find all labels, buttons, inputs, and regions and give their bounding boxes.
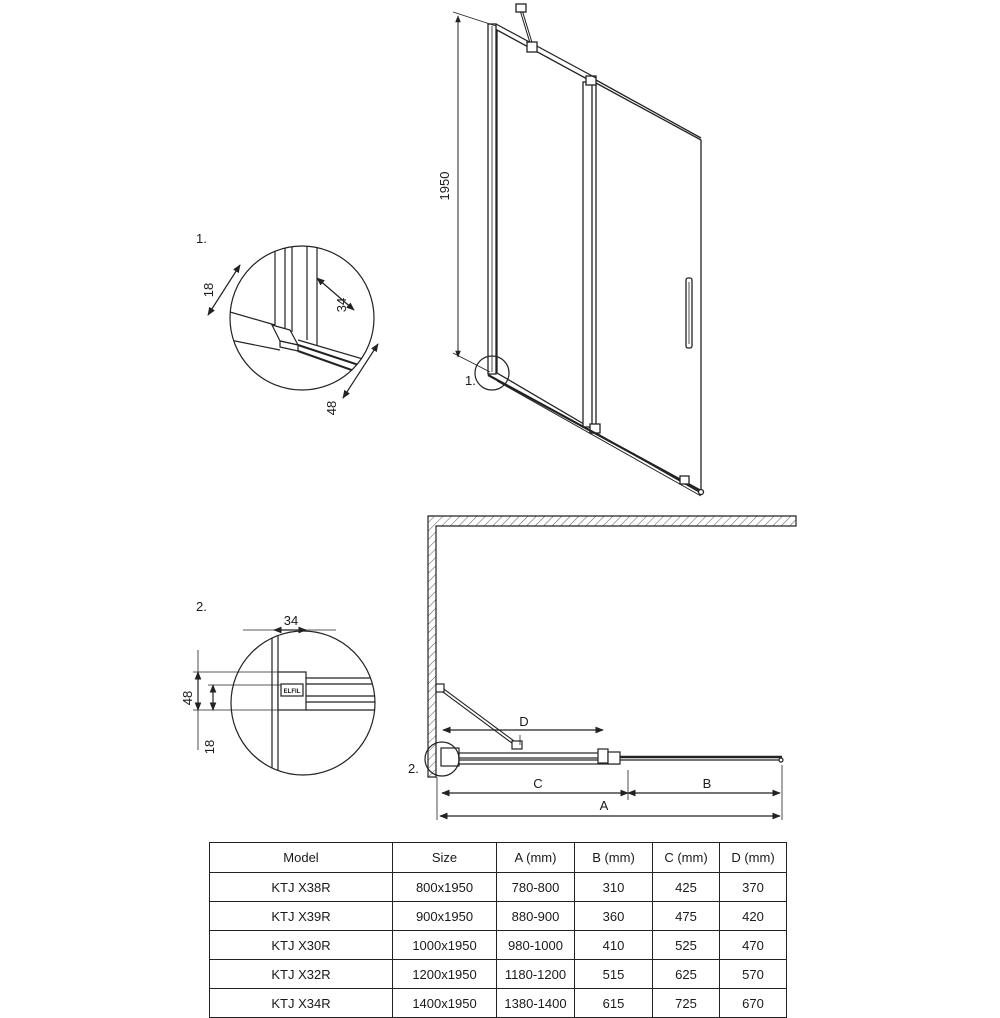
cell-c: 475 xyxy=(653,902,720,931)
cell-a: 880-900 xyxy=(497,902,575,931)
table-row xyxy=(210,931,787,960)
detail2-profile-text: ELFIL xyxy=(283,689,301,695)
cell-b: 410 xyxy=(575,931,653,960)
table-row xyxy=(210,873,787,902)
detail1-dim-48: 48 xyxy=(324,400,339,416)
header-a: A (mm) xyxy=(497,843,575,873)
cell-c: 525 xyxy=(653,931,720,960)
detail2-title: 2. xyxy=(196,599,207,614)
table-row xyxy=(210,902,787,931)
table-row xyxy=(210,989,787,1018)
cell-model: KTJ X30R xyxy=(210,931,393,960)
perspective-view xyxy=(453,4,704,496)
cell-model: KTJ X38R xyxy=(210,873,393,902)
table-header-row xyxy=(210,843,787,873)
header-c: C (mm) xyxy=(653,843,720,873)
dim-label-D: D xyxy=(519,714,529,729)
cell-model: KTJ X34R xyxy=(210,989,393,1018)
height-dimension-label: 1950 xyxy=(437,171,452,201)
detail1-reference-label: 1. xyxy=(465,373,476,388)
detail1-dim-18: 18 xyxy=(201,282,216,298)
cell-b: 360 xyxy=(575,902,653,931)
cell-a: 1380-1400 xyxy=(497,989,575,1018)
detail2-dim-18: 18 xyxy=(202,739,217,755)
detail1-title: 1. xyxy=(196,231,207,246)
cell-c: 625 xyxy=(653,960,720,989)
cell-c: 425 xyxy=(653,873,720,902)
cell-b: 310 xyxy=(575,873,653,902)
detail2-reference-label: 2. xyxy=(408,761,419,776)
dim-label-A: A xyxy=(599,798,609,813)
cell-d: 420 xyxy=(720,902,787,931)
cell-size: 1000x1950 xyxy=(393,931,497,960)
middle-profile xyxy=(583,82,592,427)
cell-size: 900x1950 xyxy=(393,902,497,931)
cell-a: 1180-1200 xyxy=(497,960,575,989)
header-size: Size xyxy=(393,843,497,873)
detail2-magnified xyxy=(193,625,380,780)
table-row xyxy=(210,960,787,989)
detail1-magnified xyxy=(208,230,380,398)
model-spec-table xyxy=(209,842,787,1018)
cell-d: 570 xyxy=(720,960,787,989)
fixed-glass-panel xyxy=(497,30,589,427)
detail2-dim-34: 34 xyxy=(283,613,299,628)
header-b: B (mm) xyxy=(575,843,653,873)
cell-model: KTJ X39R xyxy=(210,902,393,931)
wall-hatch xyxy=(428,516,796,777)
cell-b: 515 xyxy=(575,960,653,989)
plan-view xyxy=(425,516,796,820)
cell-c: 725 xyxy=(653,989,720,1018)
detail1-dim-34: 34 xyxy=(334,297,349,313)
detail2-dim-48: 48 xyxy=(180,690,195,706)
header-d: D (mm) xyxy=(720,843,787,873)
cell-d: 470 xyxy=(720,931,787,960)
dim-label-B: B xyxy=(702,776,712,791)
cell-a: 780-800 xyxy=(497,873,575,902)
cell-model: KTJ X32R xyxy=(210,960,393,989)
cell-b: 615 xyxy=(575,989,653,1018)
cell-a: 980-1000 xyxy=(497,931,575,960)
dim-label-C: C xyxy=(533,776,543,791)
cell-size: 1200x1950 xyxy=(393,960,497,989)
sliding-glass-panel xyxy=(596,83,701,493)
header-model: Model xyxy=(210,843,393,873)
cell-d: 670 xyxy=(720,989,787,1018)
cell-d: 370 xyxy=(720,873,787,902)
cell-size: 1400x1950 xyxy=(393,989,497,1018)
cell-size: 800x1950 xyxy=(393,873,497,902)
